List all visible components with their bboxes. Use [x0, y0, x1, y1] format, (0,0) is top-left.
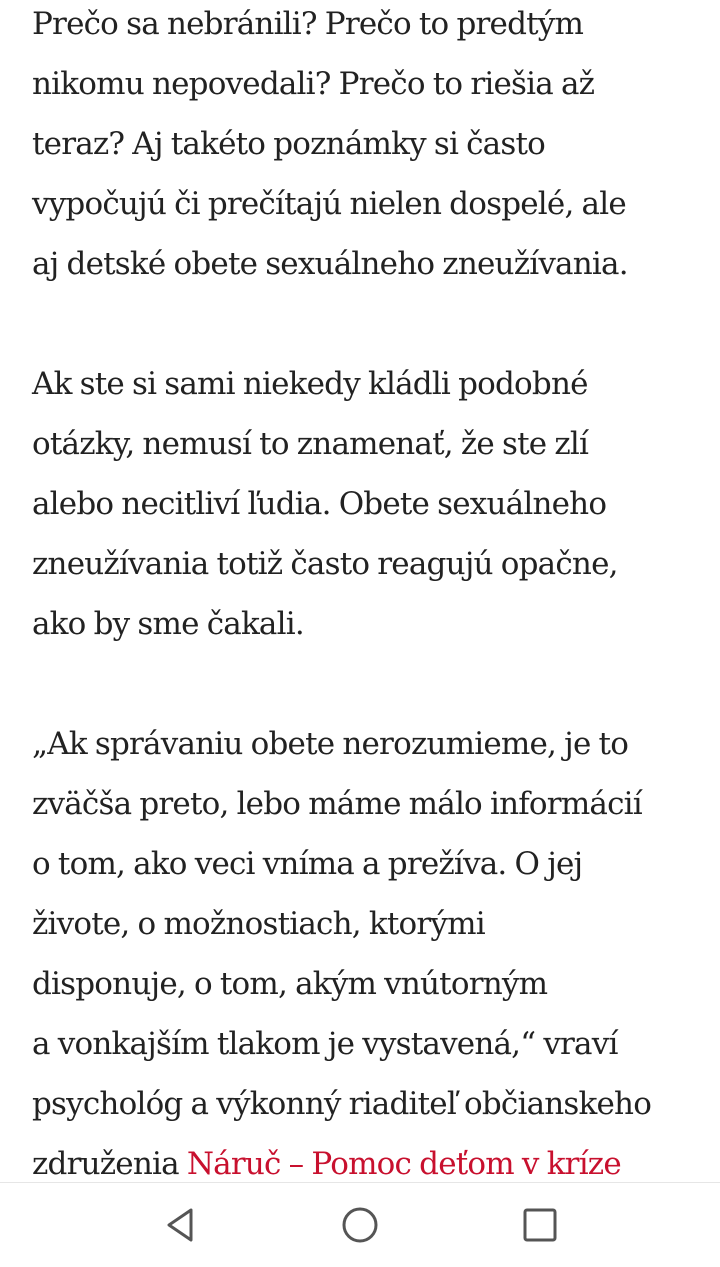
text-line: živote, o možnostiach, ktorými [32, 906, 485, 942]
naruc-organization-link[interactable]: Náruč – Pomoc deťom v kríze [186, 1146, 621, 1182]
text-line: teraz? Aj takéto poznámky si často [32, 126, 545, 162]
text-line: Ak ste si sami niekedy kládli podobné [32, 366, 588, 402]
text-line: disponuje, o tom, akým vnútorným [32, 966, 548, 1002]
text-line: Prečo sa nebránili? Prečo to predtým [32, 6, 584, 42]
home-circle-icon [338, 1203, 382, 1247]
text-line: o tom, ako veci vníma a prežíva. O jej [32, 846, 583, 882]
paragraph-2 [32, 354, 702, 654]
text-line-with-link [32, 1134, 702, 1182]
text-line: zneužívania totiž často reagujú opačne, [32, 546, 618, 582]
text-line: otázky, nemusí to znamenať, že ste zlí [32, 426, 589, 462]
home-button[interactable] [338, 1203, 382, 1247]
recents-button[interactable] [518, 1203, 562, 1247]
text-line: vypočujú či prečítajú nielen dospelé, ale [32, 186, 626, 222]
back-triangle-icon [158, 1203, 202, 1247]
text-line: „Ak správaniu obete nerozumieme, je to [32, 726, 629, 762]
link-prefix-text: združenia [32, 1146, 187, 1182]
text-line: aj detské obete sexuálneho zneužívania. [32, 246, 628, 282]
text-line: alebo necitliví ľudia. Obete sexuálneho [32, 486, 607, 522]
recents-square-icon [518, 1203, 562, 1247]
text-line: nikomu nepovedali? Prečo to riešia až [32, 66, 595, 102]
text-line: a vonkajším tlakom je vystavená,“ vraví [32, 1026, 618, 1062]
text-line: ako by sme čakali. [32, 606, 304, 642]
text-line: psychológ a výkonný riaditeľ občianskeho [32, 1086, 652, 1122]
text-line: zväčša preto, lebo máme málo informácií [32, 786, 642, 822]
paragraph-1 [32, 0, 702, 294]
back-button[interactable] [158, 1203, 202, 1247]
paragraph-3-quote [32, 714, 702, 1182]
android-navigation-bar [0, 1182, 720, 1267]
